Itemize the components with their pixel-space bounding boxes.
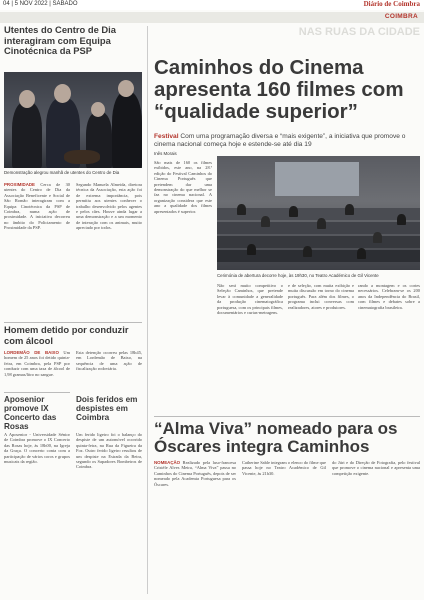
alcohol-body: Um homem de 25 anos foi detido quinta-feira, em Coimbra, pela PSP por conduzir com uma taxa de álcool de 1,98 gramas/litro no sangue.: [4, 350, 70, 377]
alcohol-text2: Esta detenção ocorreu pelas 18h45, em Lordemão de Baixo, na sequência de uma ação de fiscalização rodoviária.: [76, 350, 142, 372]
left-col1-body: Cerca de 30 utentes do Centro de Dia da Associação Beneficente e Social de São Romão interagiram com a Equipa Cinotécnica da PSP de Coimbra, numa ação de proximidade. A iniciativa decorreu no âmbito do Policiamento de Proximidade da PSP.: [4, 182, 70, 231]
left-col1-lead: PROXIMIDADE: [4, 182, 35, 187]
aposenior-text: A Aposenior - Universidade Sénior de Coimbra promove o IX Concerto das Rosas hoje, às 18h00, na Igreja da Graça. O concerto conta com a participação de vários coros e grupos musicais da região.: [4, 432, 70, 465]
subline-text: Com uma programação diversa e “mais exigente”, a iniciativa que promove o cinema nacional começa hoje e estende-se até dia 19: [154, 133, 406, 148]
divider: [4, 322, 142, 323]
left-photo-caption: Demonstração alegrou manhã de utentes do Centro de Dia: [4, 170, 120, 175]
main-col3-text: e de seleção, com muita exibição e muita discussão em torno do cinema português. Para além dos filmes, o programa inclui conversas com realizadores, atores e produtores.: [288, 283, 354, 310]
second-headline: “Alma Viva” nomeado para os Óscares integra Caminhos: [154, 419, 398, 456]
main-col2-text: Não será muito competitivo o Seleção Caminhos, que pretende levar à comunidade a generalidade da produção cinematográfica portuguesa, com os principais filmes, documentários e curtas-metragens.: [217, 283, 283, 316]
second-col1-body: Realizado pela luso-francesa Cristèle Alves Meira, “Alma Viva” passa no Caminhos do Cinema Português, depois de ser nomeado pela Academia Portuguesa para os Óscares.: [154, 460, 236, 487]
byline: Inês Morais: [154, 151, 177, 156]
despistes-text: Um ferido ligeiro foi o balanço do despiste de um automóvel ocorrido quinta-feira, na Rua da Figueira da Foz. Outro ferido ligeiro resultou de um despiste na Estrada da Beira, segundo os Sapadores Bombeiros de Coimbra.: [76, 432, 142, 470]
left-col1-text: [4, 182, 70, 312]
section-label: COIMBRA: [384, 13, 418, 20]
ghost-text: NAS RUAS DA CIDADE: [298, 26, 420, 38]
section-bar: [0, 12, 424, 23]
despistes-headline: Dois feridos em despistes em Coimbra: [76, 395, 138, 422]
cinema-screen: [275, 162, 359, 196]
main-headline: Caminhos do Cinema apresenta 160 filmes com “qualidade superior”: [154, 56, 404, 123]
main-subline: [154, 133, 420, 149]
aposenior-headline: Aposenior promove IX Concerto das Rosas: [4, 395, 57, 431]
main-col4-text: rando a montagem e os cortes necessários. Celebram-se os 200 anos da Independência do Brasil, com filmes e debates sobre a cinematografia brasileira.: [358, 283, 420, 310]
second-col3-text: do Júri e do Direção de Fotografia, pelo festival que promove o cinema nacional e apresenta uma competição exigente.: [332, 460, 420, 476]
main-col1-text: São mais de 160 os filmes exibidos, este ano, na 28.ª edição do Festival Caminhos do Cinema Português que pretendem dar uma demonstração do que melhor se faz no cinema nacional. A organização considera que este ano a qualidade dos filmes apresentados é superior.: [154, 160, 212, 214]
page-info: 04 | 5 NOV 2022 | SÁBADO: [3, 1, 78, 7]
second-col2-text: Catherine Sable integram o elenco do filme que passa hoje no Teatro Académico de Gil Vicente, às 21h30.: [242, 460, 326, 476]
column-rule: [147, 26, 148, 594]
second-col1-text: [154, 460, 236, 594]
alcohol-lead: LORDEMÃO DE BAIXO: [4, 350, 59, 355]
cinema-audience-photo: [217, 156, 420, 270]
divider: [4, 392, 70, 393]
alcohol-text: [4, 350, 70, 390]
left-col2-text: Segundo Manuela Almeida, diretora técnica da Associação, esta ação foi de extrema importância, pois permitiu aos utentes conhecer o trabalho desenvolvido pelos agentes e pelos cães. Houve ainda lugar a uma demonstração e a um momento de interação com os animais, muito apreciado por todos.: [76, 182, 142, 231]
left-headline: Utentes do Centro de Dia interagiram com Equipa Cinotécnica da PSP: [4, 24, 116, 56]
second-lead: NOMEAÇÃO: [154, 460, 181, 465]
main-photo-caption: Cerimónia de abertura decorre hoje, às 19h30, no Teatro Académico de Gil Vicente: [217, 273, 379, 278]
police-dog-photo: [4, 72, 142, 168]
subline-label: Festival: [154, 133, 179, 140]
newspaper-brand: Diário de Coimbra: [363, 0, 420, 8]
alcohol-headline: Homem detido por conduzir com álcool: [4, 324, 129, 346]
divider: [154, 416, 420, 417]
